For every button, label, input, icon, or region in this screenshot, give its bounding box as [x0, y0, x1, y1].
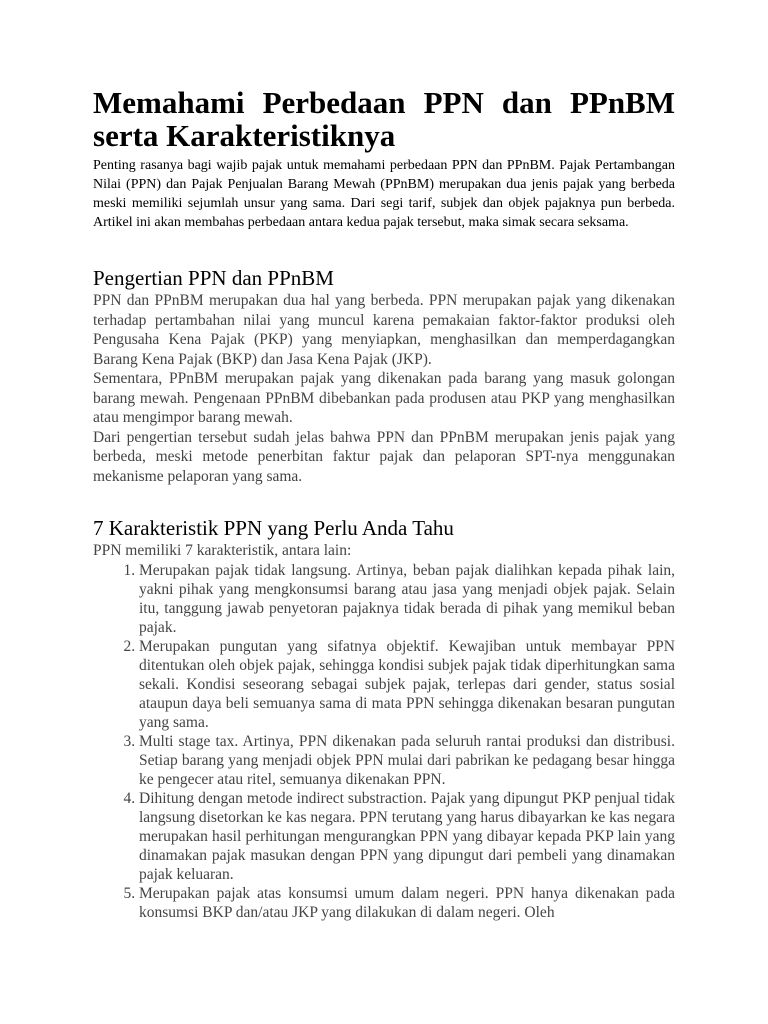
list-item: 2. Merupakan pungutan yang sifatnya objektif. Kewajiban untuk membayar PPN ditentukan oleh objek pajak, sehingga kondisi subjek pajak tidak diperhitungkan sama sekali. Kondisi seseorang sebagai subjek pajak, terlepas dari gender, status sosial ataupun daya beli semuanya sama di mata PPN sehingga dikenakan besaran pungutan yang sama.: [139, 637, 675, 732]
definition-paragraph-3: Dari pengertian tersebut sudah jelas bahwa PPN dan PPnBM merupakan jenis pajak yang berbeda, meski metode penerbitan faktur pajak dan pelaporan SPT-nya menggunakan mekanisme pelaporan yang sama.: [93, 428, 675, 485]
list-item: 4. Dihitung dengan metode indirect substraction. Pajak yang dipungut PKP penjual tidak langsung disetorkan ke kas negara. PPN terutang yang harus dibayarkan ke kas negara merupakan hasil perhitungan mengurangkan PPN yang dibayar kepada PKP lain yang dinamakan pajak masukan dengan PPN yang dipungut dari pembeli yang dinamakan pajak keluaran.: [139, 789, 675, 884]
section-heading-definition: Pengertian PPN dan PPnBM: [93, 266, 334, 290]
definition-paragraph-1: PPN dan PPnBM merupakan dua hal yang berbeda. PPN merupakan pajak yang dikenakan terhadap pertambahan nilai yang muncul karena pemakaian faktor-faktor produksi oleh Pengusaha Kena Pajak (PKP) yang menyiapkan, menghasilkan dan memperdagangkan Barang Kena Pajak (BKP) dan Jasa Kena Pajak (JKP).: [93, 292, 675, 368]
document-title: Memahami Perbedaan PPN dan PPnBM serta Karakteristiknya: [93, 85, 675, 153]
document-page: [93, 86, 675, 922]
section-heading-characteristics: 7 Karakteristik PPN yang Perlu Anda Tahu: [93, 516, 454, 540]
list-item: 1. Merupakan pajak tidak langsung. Artinya, beban pajak dialihkan kepada pihak lain, yakni pihak yang mengkonsumsi barang atau jasa yang menjadi objek pajak. Selain itu, tanggung jawab penyetoran pajaknya tidak berada di pihak yang memikul beban pajak.: [139, 561, 675, 637]
characteristics-list: [93, 561, 675, 922]
list-item: 3. Multi stage tax. Artinya, PPN dikenakan pada seluruh rantai produksi dan distribusi. Setiap barang yang menjadi objek PPN mulai dari pabrikan ke pedagang besar hingga ke pengecer atau ritel, semuanya dikenakan PPN.: [139, 732, 675, 789]
list-item: 5. Merupakan pajak atas konsumsi umum dalam negeri. PPN hanya dikenakan pada konsumsi BKP dan/atau JKP yang dilakukan di dalam negeri. Oleh: [139, 884, 675, 922]
characteristics-lead: PPN memiliki 7 karakteristik, antara lain:: [93, 542, 352, 559]
intro-paragraph: Penting rasanya bagi wajib pajak untuk memahami perbedaan PPN dan PPnBM. Pajak Pertambangan Nilai (PPN) dan Pajak Penjualan Barang Mewah (PPnBM) merupakan dua jenis pajak yang berbeda meski memiliki sejumlah unsur yang sama. Dari segi tarif, subjek dan objek pajaknya pun berbeda. Artikel ini akan membahas perbedaan antara kedua pajak tersebut, maka simak secara seksama.: [93, 158, 675, 230]
definition-paragraph-2: Sementara, PPnBM merupakan pajak yang dikenakan pada barang yang masuk golongan barang mewah. Pengenaan PPnBM dibebankan pada produsen atau PKP yang menghasilkan atau mengimpor barang mewah.: [93, 370, 675, 426]
